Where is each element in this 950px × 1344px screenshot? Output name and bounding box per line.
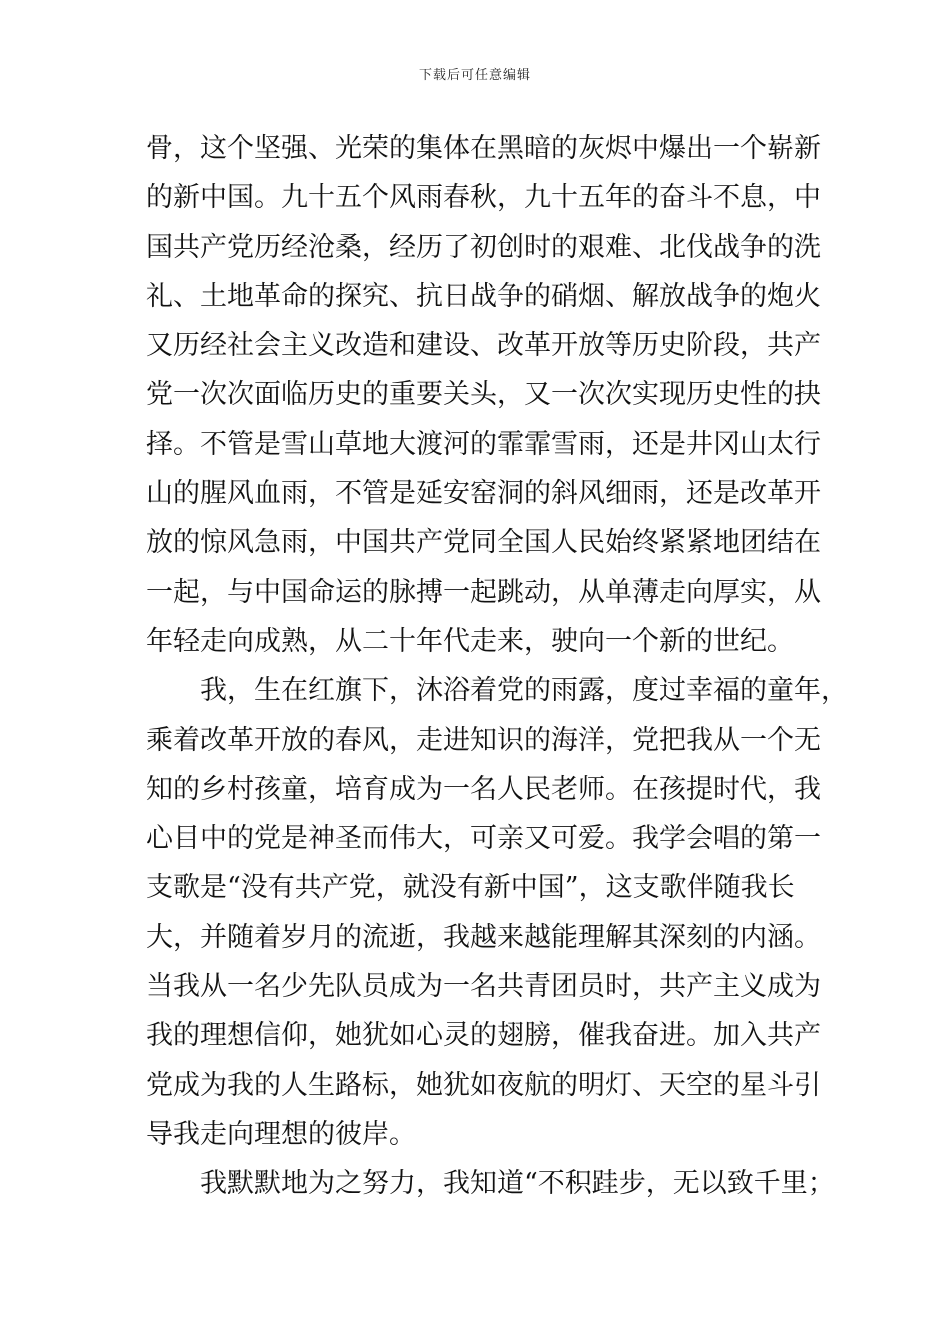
text-line: 年轻走向成熟，从二十年代走来，驶向一个新的世纪。 — [146, 625, 794, 657]
text-line: 心目中的党是神圣而伟大，可亲又可爱。我学会唱的第一 — [146, 823, 821, 855]
text-line: 知的乡村孩童，培育成为一名人民老师。在孩提时代，我 — [146, 773, 821, 805]
text-line: 骨，这个坚强、光荣的集体在黑暗的灰烬中爆出一个崭新 — [146, 133, 821, 164]
text-line: 乘着改革开放的春风，走进知识的海洋，党把我从一个无 — [146, 724, 821, 756]
text-line: 大，并随着岁月的流逝，我越来越能理解其深刻的内涵。 — [146, 921, 821, 953]
text-line: 一起，与中国命运的脉搏一起跳动，从单薄走向厚实，从 — [146, 576, 821, 608]
text-line: 放的惊风急雨，中国共产党同全国人民始终紧紧地团结在 — [146, 527, 821, 559]
paragraph-start-line: 我默默地为之努力，我知道“不积跬步，无以致千里； — [200, 1168, 835, 1200]
page-header: 下载后可任意编辑 — [418, 68, 531, 83]
text-line: 国共产党历经沧桑，经历了初创时的艰难、北伐战争的洗 — [146, 231, 821, 263]
text-line: 择。不管是雪山草地大渡河的霏霏雪雨，还是井冈山太行 — [146, 428, 821, 460]
text-line: 支歌是“没有共产党，就没有新中国”，这支歌伴随我长 — [146, 872, 795, 904]
text-line: 山的腥风血雨，不管是延安窑洞的斜风细雨，还是改革开 — [146, 478, 821, 510]
text-line: 礼、土地革命的探究、抗日战争的硝烟、解放战争的炮火 — [146, 280, 821, 312]
text-line: 当我从一名少先队员成为一名共青团员时，共产主义成为 — [146, 971, 821, 1003]
text-line: 的新中国。九十五个风雨春秋，九十五年的奋斗不息，中 — [146, 182, 821, 214]
body-text — [146, 124, 848, 1209]
text-line: 又历经社会主义改造和建设、改革开放等历史阶段，共产 — [146, 330, 821, 362]
text-line: 党一次次面临历史的重要关头，又一次次实现历史性的抉 — [146, 379, 821, 411]
text-line: 导我走向理想的彼岸。 — [146, 1118, 416, 1150]
text-line: 我的理想信仰，她犹如心灵的翅膀，催我奋进。加入共产 — [146, 1020, 821, 1052]
paragraph-start-line: 我，生在红旗下，沐浴着党的雨露，度过幸福的童年， — [200, 675, 848, 707]
text-line: 党成为我的人生路标，她犹如夜航的明灯、天空的星斗引 — [146, 1069, 821, 1101]
